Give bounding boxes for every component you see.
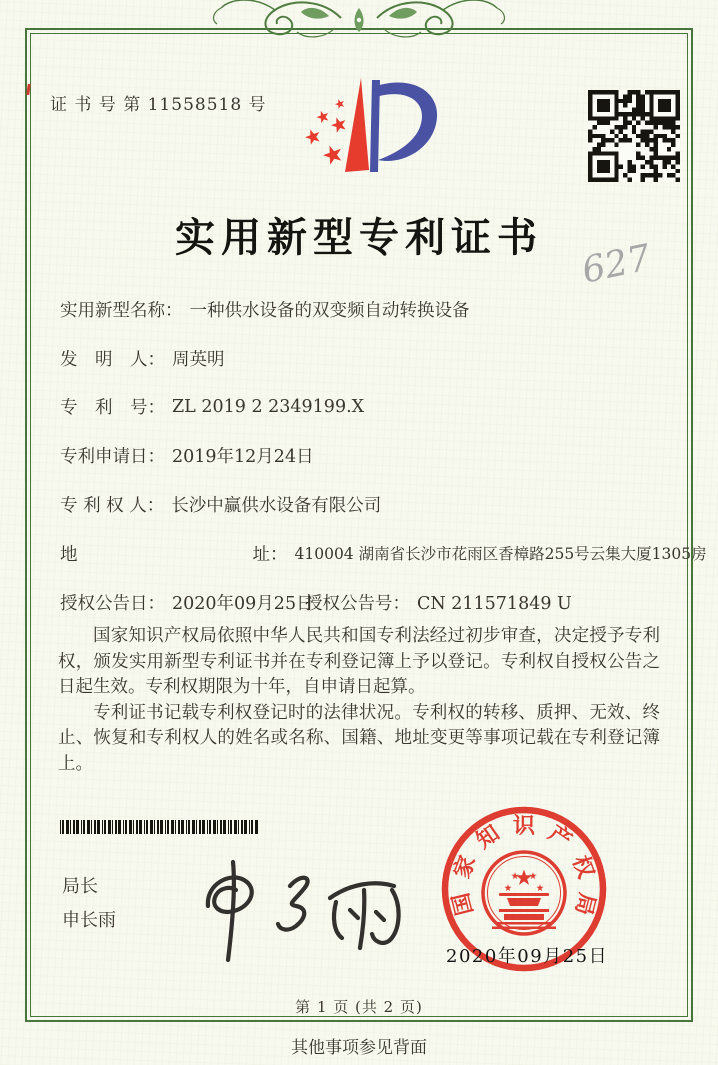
seal-date: 2020年09月25日 bbox=[446, 946, 609, 967]
handwritten-pencil-note: 627 bbox=[578, 237, 655, 292]
field-value: 一种供水设备的双变频自动转换设备 bbox=[189, 300, 470, 321]
director-title: 局长 bbox=[62, 876, 98, 897]
logo-red-wedge bbox=[345, 78, 369, 172]
field-value: 2019年12月24日 bbox=[172, 447, 314, 468]
grant-number-label: 授权公告号： bbox=[305, 594, 410, 614]
field-label: 专利申请日： bbox=[60, 447, 165, 468]
field-label: 专 利 权 人： bbox=[60, 496, 165, 517]
barcode bbox=[60, 820, 260, 834]
certificate-title: 实用新型专利证书 bbox=[175, 214, 543, 261]
director-name: 申长雨 bbox=[62, 910, 116, 931]
fields-block bbox=[60, 285, 707, 578]
top-ornament-flourish bbox=[109, 0, 609, 58]
field-label: 地 址： bbox=[60, 544, 288, 565]
field-row-patentee bbox=[60, 480, 670, 529]
director-signature bbox=[178, 848, 403, 963]
field-row-name bbox=[60, 285, 670, 334]
field-row-inventor bbox=[60, 334, 670, 383]
legal-text-block bbox=[58, 624, 660, 777]
seal-character: 识 bbox=[512, 813, 535, 839]
cnipa-logo-icon bbox=[283, 72, 463, 204]
page-number: 第 1 页 (共 2 页) bbox=[295, 998, 423, 1016]
legal-paragraph-1: 国家知识产权局依照中华人民共和国专利法经过初步审查，决定授予专利权，颁发实用新型专利证书并在专利登记簿上予以登记。专利权自授权公告之日起生效。专利权期限为十年，自申请日起算。 bbox=[58, 626, 660, 697]
field-value: 410004 湖南省长沙市花雨区香樟路255号云集大厦1305房 bbox=[294, 545, 707, 564]
field-row-patent-no bbox=[60, 383, 670, 432]
grant-number-row bbox=[305, 590, 572, 615]
logo-stars bbox=[305, 99, 346, 164]
seal-character: 局 bbox=[569, 890, 601, 919]
field-label: 专 利 号： bbox=[60, 398, 165, 419]
field-label: 发 明 人： bbox=[60, 349, 165, 370]
field-label: 实用新型名称： bbox=[60, 300, 183, 321]
grant-number-value: CN 211571849 U bbox=[417, 594, 572, 614]
grant-date-label: 授权公告日： bbox=[60, 594, 165, 614]
seal-character: 国 bbox=[447, 890, 479, 919]
grant-date-row bbox=[60, 590, 314, 615]
seal-character: 家 bbox=[448, 851, 482, 882]
back-side-note: 其他事项参见背面 bbox=[291, 1038, 427, 1058]
seal-character: 权 bbox=[566, 851, 599, 882]
grant-date-value: 2020年09月25日 bbox=[172, 594, 314, 614]
field-row-filing-date bbox=[60, 431, 670, 480]
field-value: ZL 2019 2 2349199.X bbox=[172, 396, 365, 417]
field-value: 长沙中赢供水设备有限公司 bbox=[171, 496, 382, 517]
logo-blue-bowl bbox=[376, 82, 437, 161]
certificate-number: 证 书 号 第 11558518 号 bbox=[50, 95, 267, 115]
seal-character: 知 bbox=[471, 820, 505, 855]
qr-code bbox=[588, 90, 680, 182]
field-value: 周英明 bbox=[172, 349, 225, 370]
seal-character: 产 bbox=[543, 820, 577, 855]
field-row-address bbox=[60, 529, 707, 578]
legal-paragraph-2: 专利证书记载专利权登记时的法律状况。专利权的转移、质押、无效、终止、恢复和专利权人的姓名或名称、国籍、地址变更等事项记载在专利登记簿上。 bbox=[58, 702, 660, 774]
